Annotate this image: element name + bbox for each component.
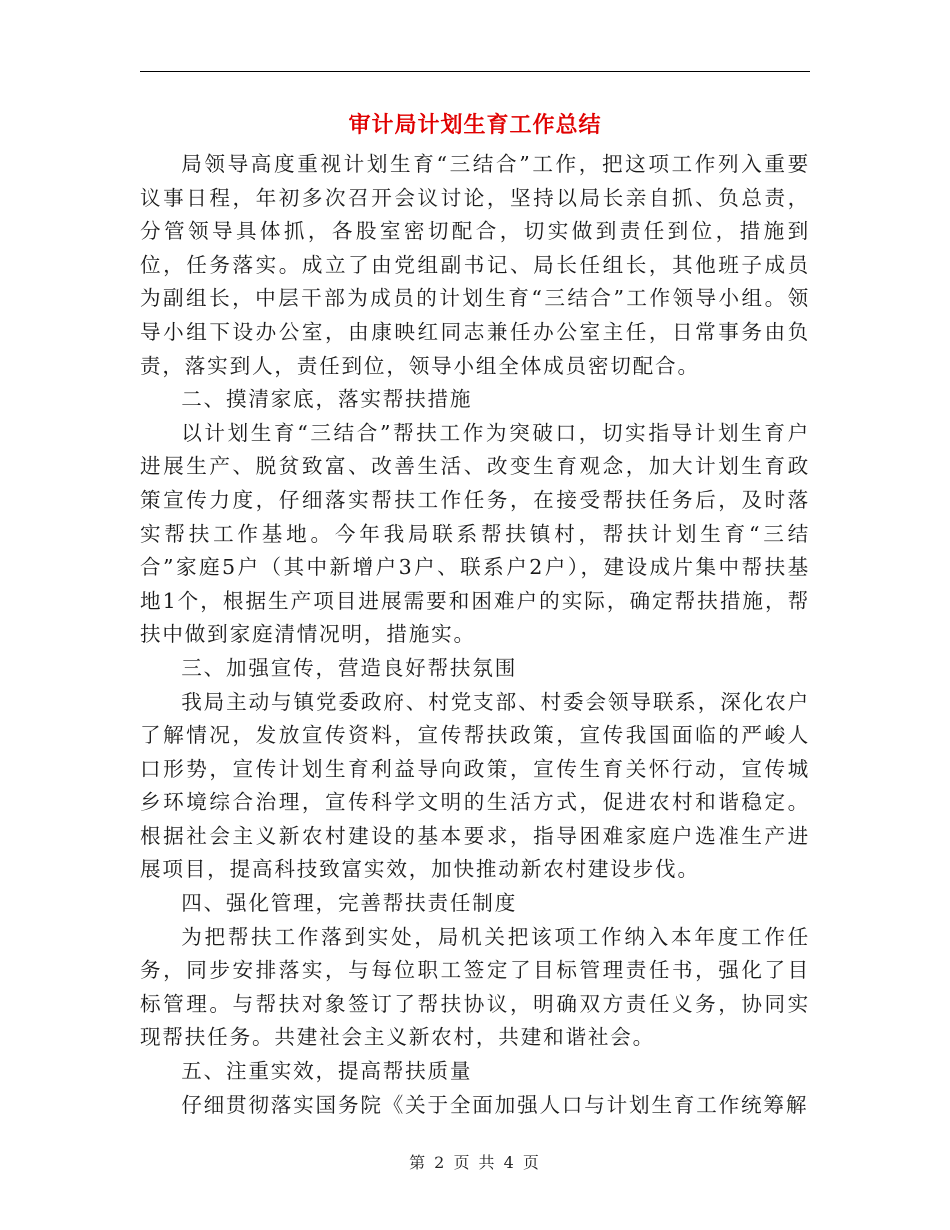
header-rule <box>140 71 810 72</box>
section-heading-5: 五、注重实效，提高帮扶质量 <box>181 1059 473 1084</box>
section-heading-4: 四、强化管理，完善帮扶责任制度 <box>181 891 518 916</box>
document-title: 审计局计划生育工作总结 <box>348 112 602 138</box>
section-heading-2: 二、摸清家底，落实帮扶措施 <box>181 387 473 412</box>
paragraph-section-4: 为把帮扶工作落到实处，局机关把该项工作纳入本年度工作任务，同步安排落实，与每位职工签定了目标管理责任书，强化了目标管理。与帮扶对象签订了帮扶协议，明确双方责任义务，协同实现帮扶任务。共建社会主义新农村，共建和谐社会。 <box>140 924 810 1050</box>
paragraph-section-2: 以计划生育“三结合”帮扶工作为突破口，切实指导计划生育户进展生产、脱贫致富、改善生活、改变生育观念，加大计划生育政策宣传力度，仔细落实帮扶工作任务，在接受帮扶任务后，及时落实帮扶工作基地。今年我局联系帮扶镇村，帮扶计划生育“三结合”家庭5户（其中新增户3户、联系户2户），建设成片集中帮扶基地1个，根据生产项目进展需要和困难户的实际，确定帮扶措施，帮扶中做到家庭清情况明，措施实。 <box>140 420 810 647</box>
paragraph-section-3: 我局主动与镇党委政府、村党支部、村委会领导联系，深化农户了解情况，发放宣传资料，宣传帮扶政策，宣传我国面临的严峻人口形势，宣传计划生育利益导向政策，宣传生育关怀行动，宣传城乡环境综合治理，宣传科学文明的生活方式，促进农村和谐稳定。根据社会主义新农村建设的基本要求，指导困难家庭户选准生产进展项目，提高科技致富实效，加快推动新农村建设步伐。 <box>140 689 810 882</box>
document-body <box>140 148 810 1122</box>
page-number: 第 2 页 共 4 页 <box>409 1153 541 1172</box>
paragraph-intro: 局领导高度重视计划生育“三结合”工作，把这项工作列入重要议事日程，年初多次召开会议讨论，坚持以局长亲自抓、负总责，分管领导具体抓，各股室密切配合，切实做到责任到位，措施到位，任务落实。成立了由党组副书记、局长任组长，其他班子成员为副组长，中层干部为成员的计划生育“三结合”工作领导小组。领导小组下设办公室，由康映红同志兼任办公室主任，日常事务由负责，落实到人，责任到位，领导小组全体成员密切配合。 <box>140 152 810 378</box>
paragraph-section-5: 仔细贯彻落实国务院《关于全面加强人口与计划生育工作统筹解 <box>181 1092 809 1117</box>
section-heading-3: 三、加强宣传，营造良好帮扶氛围 <box>181 655 518 680</box>
